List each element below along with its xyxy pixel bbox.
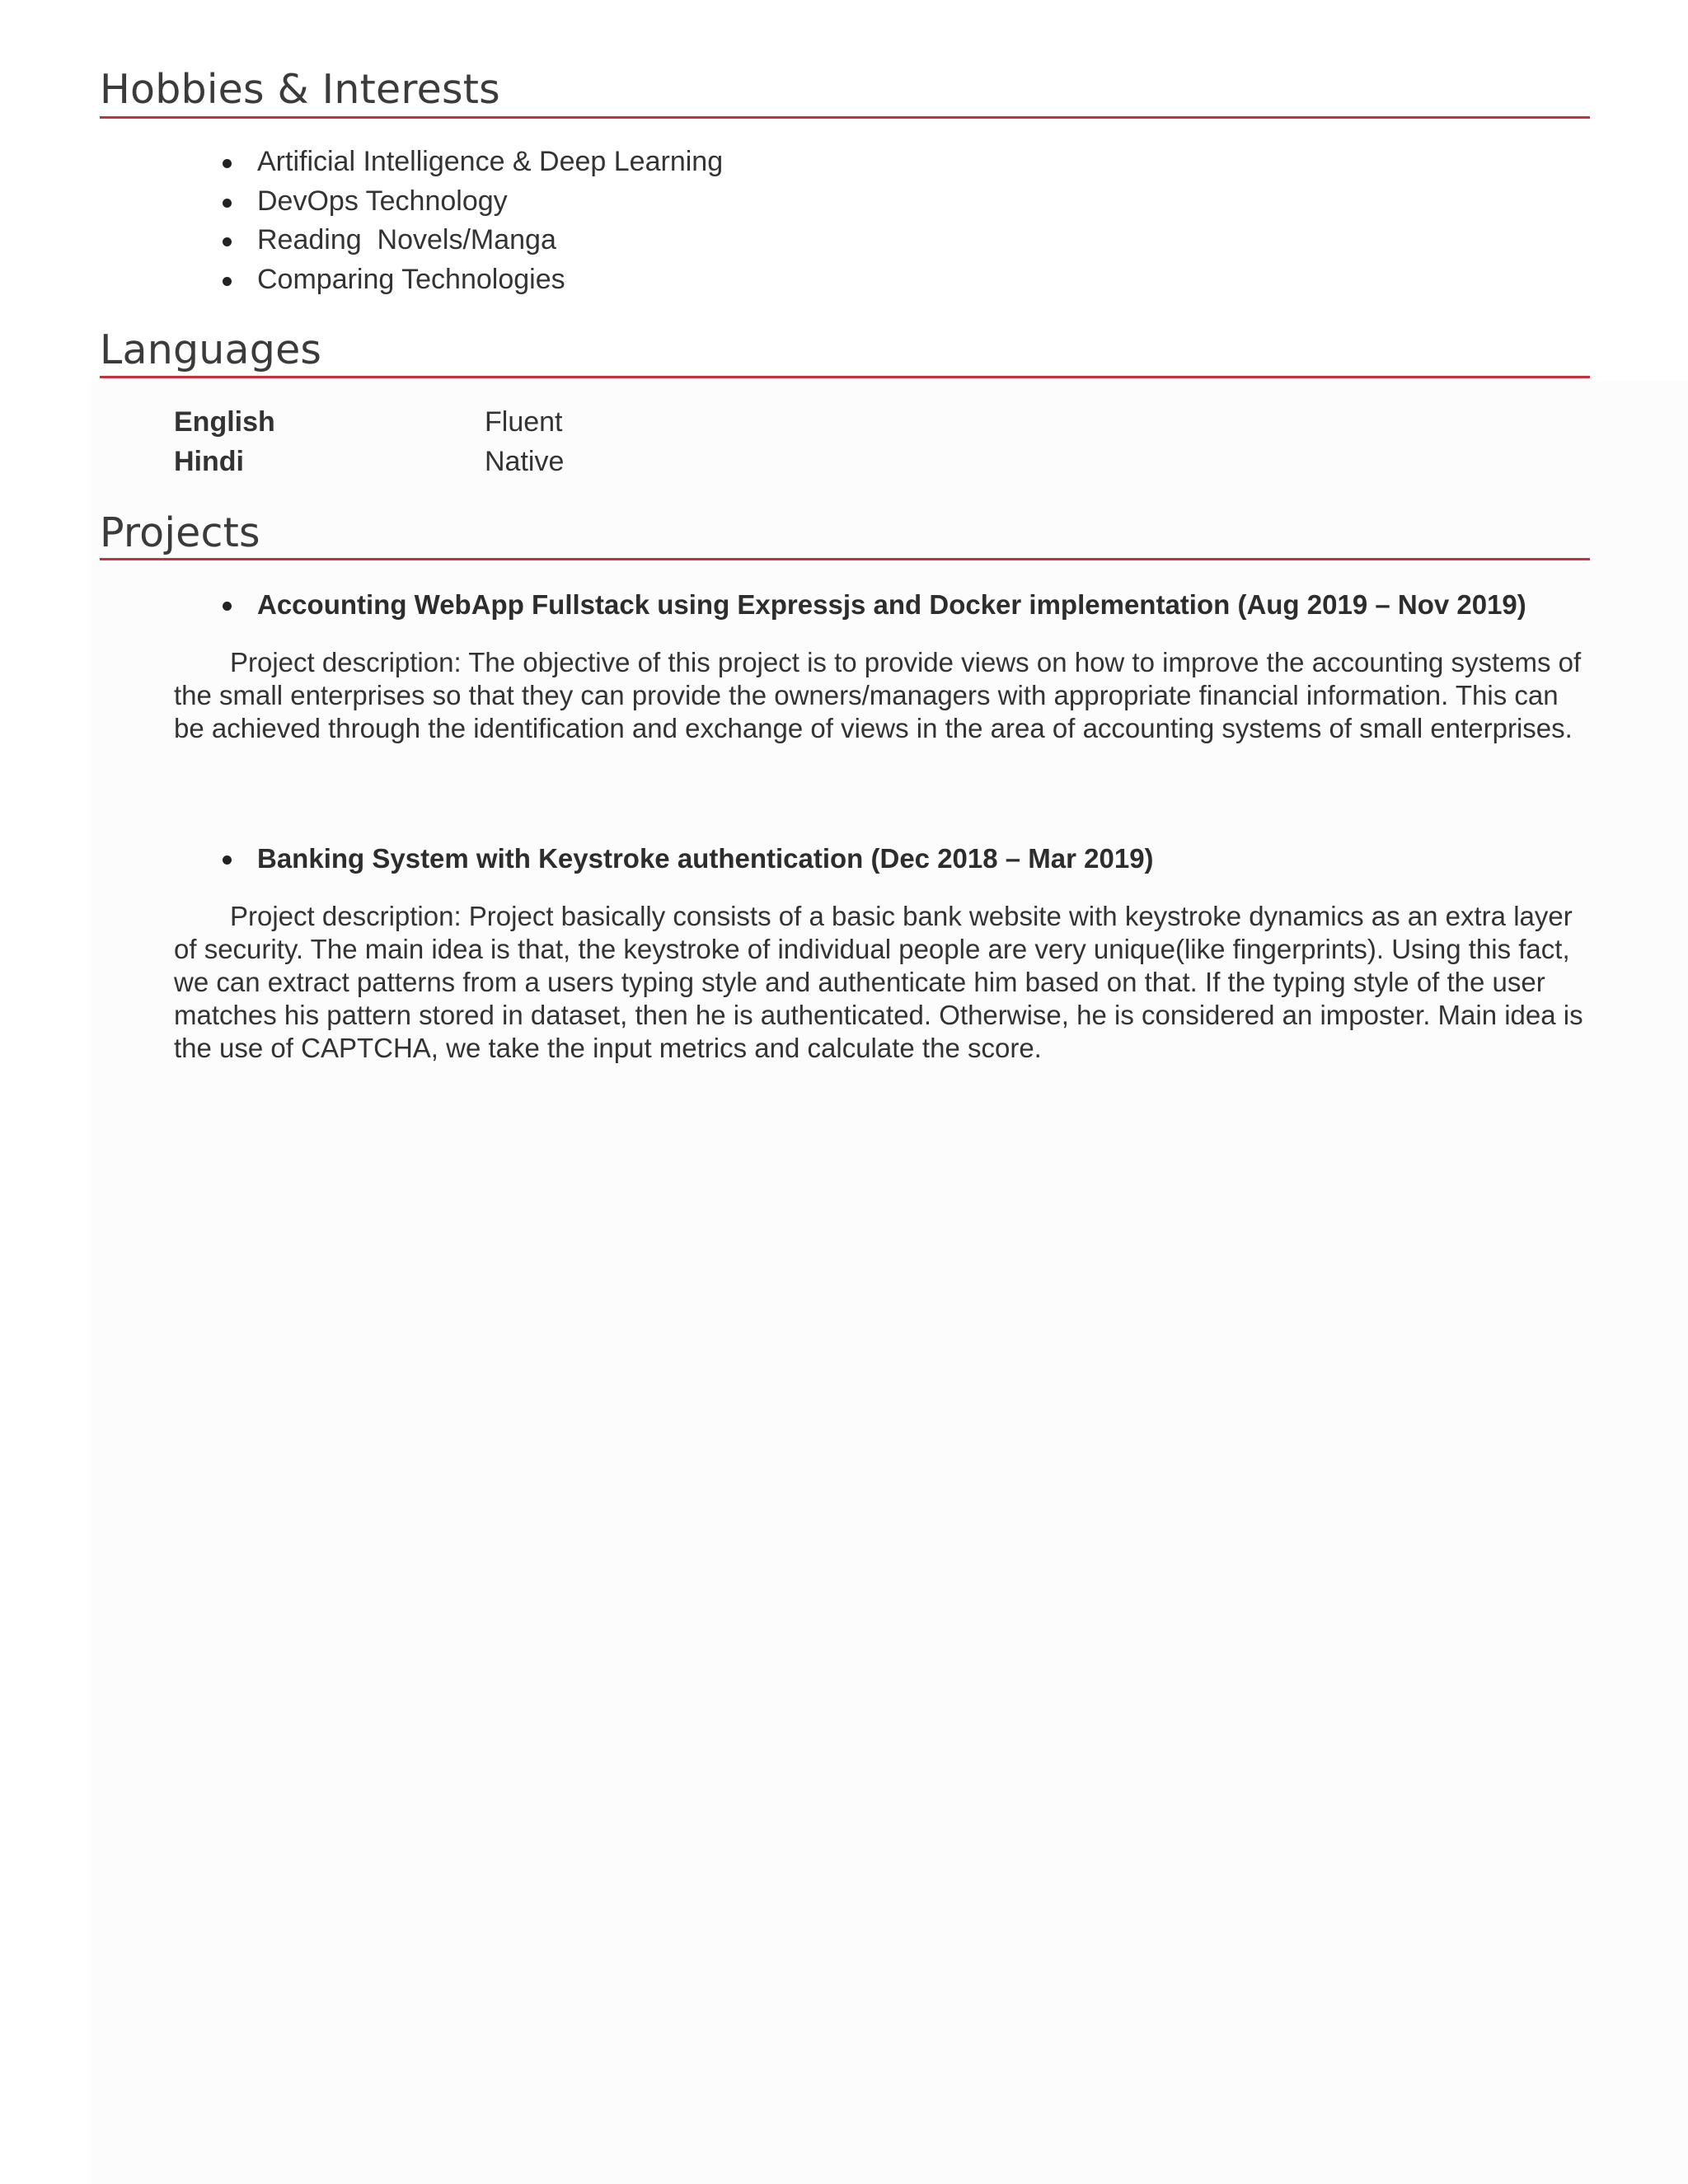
language-name: Hindi <box>174 446 244 477</box>
project-title: Accounting WebApp Fullstack using Expressjs and Docker implementation (Aug 2019 – Nov 2019) <box>223 585 1526 625</box>
language-level: Fluent <box>485 406 563 438</box>
hobbies-section-title: Hobbies & Interests <box>100 66 500 113</box>
projects-section-title: Projects <box>100 509 260 556</box>
languages-section-title: Languages <box>100 326 322 373</box>
project-title: Banking System with Keystroke authentication (Dec 2018 – Mar 2019) <box>223 839 1154 879</box>
hobby-item: Reading Novels/Manga <box>223 221 723 260</box>
language-level: Native <box>485 446 565 477</box>
project-description: Project description: Project basically consists of a basic bank website with keystroke dynamics as an extra layer of security. The main idea is that, the keystroke of individual people are very unique(like fingerprints). Using this fact, we can extract patterns from a users typing style and authenticate him based on that. If the typing style of the user matches his pattern stored in dataset, then he is authenticated. Otherwise, he is considered an imposter. Main idea is the use of CAPTCHA, we take the input metrics and calculate the score. <box>174 901 1583 1063</box>
hobbies-list <box>223 143 723 299</box>
projects-section-divider <box>100 558 1590 560</box>
hobby-item: Comparing Technologies <box>223 260 723 300</box>
project-description: Project description: The objective of this project is to provide views on how to improve the accounting systems of the small enterprises so that they can provide the owners/managers with appropriate financial information. This can be achieved through the identification and exchange of views in the area of accounting systems of small enterprises. <box>174 647 1582 743</box>
language-name: English <box>174 406 275 438</box>
hobby-item: DevOps Technology <box>223 182 723 222</box>
languages-section-divider <box>100 376 1590 378</box>
hobbies-section-divider <box>100 116 1590 119</box>
hobby-item: Artificial Intelligence & Deep Learning <box>223 143 723 182</box>
